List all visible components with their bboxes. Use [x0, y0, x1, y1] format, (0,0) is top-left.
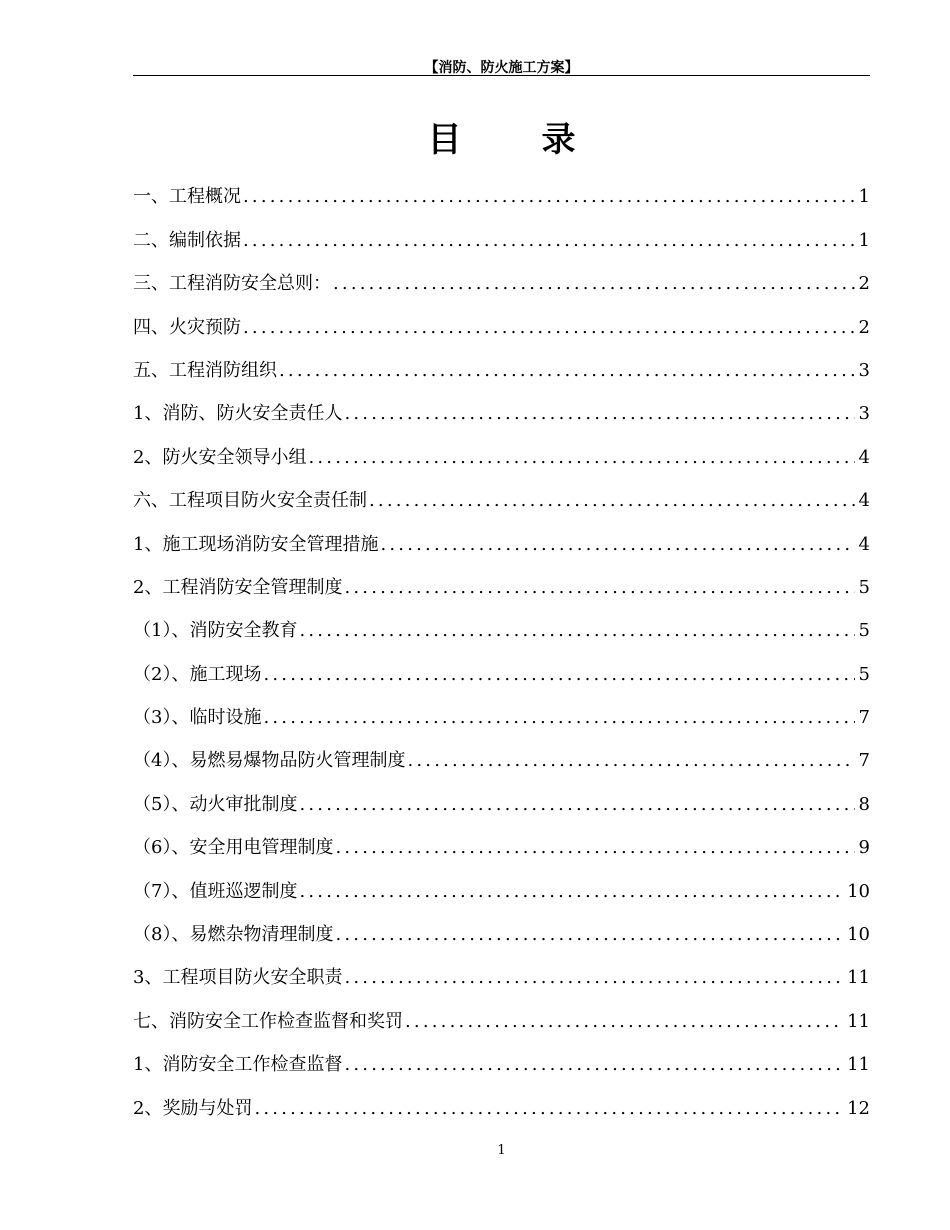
toc-item-label: 1、施工现场消防安全管理措施	[133, 533, 379, 555]
toc-item-page: 9	[858, 837, 870, 859]
toc-item-label: （8）、易燃杂物清理制度	[133, 924, 334, 946]
toc-item-page: 2	[858, 316, 870, 338]
toc-dot-leader	[263, 661, 854, 689]
toc-item-label: （3）、临时设施	[133, 707, 262, 729]
toc-item[interactable]	[133, 992, 870, 1035]
toc-item-page: 7	[858, 750, 870, 772]
toc-item-page: 8	[858, 793, 870, 815]
toc-list	[133, 168, 870, 1123]
toc-item-page: 11	[847, 967, 870, 989]
toc-item[interactable]	[133, 298, 870, 341]
toc-item[interactable]	[133, 862, 870, 905]
toc-item[interactable]	[133, 645, 870, 688]
toc-item-label: （5）、动火审批制度	[133, 793, 298, 815]
toc-dot-leader	[308, 444, 854, 472]
toc-dot-leader	[405, 1008, 843, 1036]
toc-item-page: 4	[858, 490, 870, 512]
toc-item-label: 三、工程消防安全总则：	[133, 273, 331, 295]
toc-item[interactable]	[133, 732, 870, 775]
toc-dot-leader	[344, 574, 854, 602]
toc-item-page: 11	[847, 1054, 870, 1076]
toc-dot-leader	[263, 704, 854, 732]
toc-dot-leader	[333, 270, 855, 298]
toc-dot-leader	[243, 183, 855, 211]
header-rule	[133, 75, 870, 76]
toc-dot-leader	[254, 1095, 843, 1123]
toc-dot-leader	[299, 617, 854, 645]
toc-item-label: 七、消防安全工作检查监督和奖罚	[133, 1010, 403, 1032]
running-header: 【消防、防火施工方案】	[424, 60, 579, 76]
toc-item-label: 六、工程项目防火安全责任制	[133, 490, 367, 512]
toc-dot-leader	[344, 1051, 843, 1079]
toc-item[interactable]	[133, 1079, 870, 1122]
toc-item-page: 1	[858, 229, 870, 251]
toc-item-page: 10	[847, 880, 870, 902]
toc-item[interactable]	[133, 211, 870, 254]
toc-dot-leader	[243, 314, 855, 342]
toc-item[interactable]	[133, 775, 870, 818]
toc-dot-leader	[407, 747, 854, 775]
toc-item-page: 3	[858, 403, 870, 425]
toc-item[interactable]	[133, 168, 870, 211]
toc-item-label: （4）、易燃易爆物品防火管理制度	[133, 750, 406, 772]
toc-item[interactable]	[133, 602, 870, 645]
toc-item[interactable]	[133, 342, 870, 385]
toc-title: 目录	[427, 120, 656, 160]
toc-item-label: 1、消防安全工作检查监督	[133, 1054, 343, 1076]
toc-item[interactable]	[133, 255, 870, 298]
toc-item-label: 2、防火安全领导小组	[133, 446, 307, 468]
toc-item-page: 11	[847, 1010, 870, 1032]
toc-item[interactable]	[133, 906, 870, 949]
toc-dot-leader	[299, 878, 843, 906]
toc-dot-leader	[243, 227, 855, 255]
toc-item-label: 四、火灾预防	[133, 316, 241, 338]
toc-item[interactable]	[133, 428, 870, 471]
toc-item-page: 5	[858, 663, 870, 685]
toc-item[interactable]	[133, 819, 870, 862]
toc-dot-leader	[380, 531, 854, 559]
toc-item[interactable]	[133, 385, 870, 428]
toc-item-page: 1	[858, 186, 870, 208]
toc-item-label: 3、工程项目防火安全职责	[133, 967, 343, 989]
toc-item-page: 4	[858, 533, 870, 555]
toc-dot-leader	[335, 921, 843, 949]
toc-item[interactable]	[133, 515, 870, 558]
toc-item-page: 5	[858, 576, 870, 598]
toc-item-page: 2	[858, 273, 870, 295]
toc-item-label: 五、工程消防组织	[133, 359, 277, 381]
toc-item[interactable]	[133, 1036, 870, 1079]
toc-dot-leader	[279, 357, 855, 385]
toc-item-label: （6）、安全用电管理制度	[133, 837, 334, 859]
toc-item-label: （2）、施工现场	[133, 663, 262, 685]
toc-item-label: 二、编制依据	[133, 229, 241, 251]
toc-dot-leader	[299, 791, 854, 819]
toc-item-label: 一、工程概况	[133, 186, 241, 208]
toc-item[interactable]	[133, 689, 870, 732]
toc-item-page: 10	[847, 924, 870, 946]
toc-item-label: （7）、值班巡逻制度	[133, 880, 298, 902]
toc-dot-leader	[369, 487, 855, 515]
toc-item[interactable]	[133, 559, 870, 602]
toc-item-page: 7	[858, 707, 870, 729]
toc-item-page: 5	[858, 620, 870, 642]
toc-item[interactable]	[133, 472, 870, 515]
toc-item-page: 3	[858, 359, 870, 381]
toc-item[interactable]	[133, 949, 870, 992]
toc-item-page: 12	[847, 1097, 870, 1119]
toc-item-label: 2、奖励与处罚	[133, 1097, 253, 1119]
toc-item-label: 2、工程消防安全管理制度	[133, 576, 343, 598]
toc-dot-leader	[344, 964, 843, 992]
toc-item-label: （1）、消防安全教育	[133, 620, 298, 642]
toc-dot-leader	[335, 834, 854, 862]
toc-item-label: 1、消防、防火安全责任人	[133, 403, 343, 425]
toc-dot-leader	[344, 400, 854, 428]
toc-item-page: 4	[858, 446, 870, 468]
page-number: 1	[497, 1143, 506, 1158]
